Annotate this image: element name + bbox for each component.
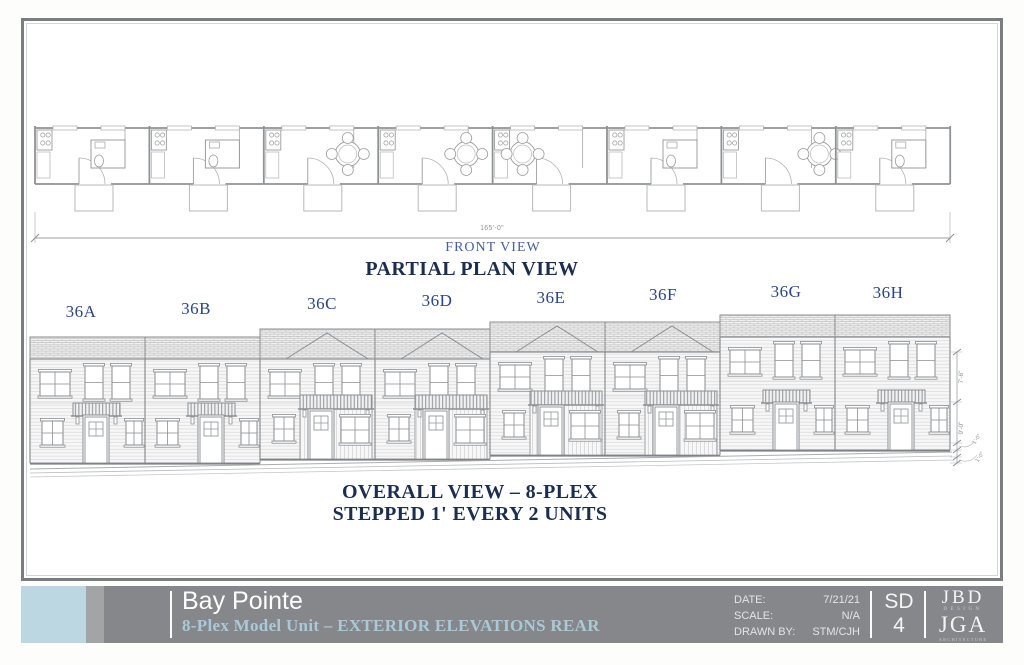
title-block-accent-square	[21, 586, 86, 643]
unit-label-36C: 36C	[307, 294, 337, 313]
logo-design: DESIGN	[943, 607, 983, 612]
unit-label-36B: 36B	[181, 299, 211, 318]
svg-text:9'-0": 9'-0"	[958, 421, 965, 435]
title-block-bar	[104, 586, 1003, 643]
plan-overall-dimension: 165'-0"	[480, 225, 504, 232]
field-drawn-by-label: DRAWN BY:	[734, 626, 796, 638]
unit-label-36H: 36H	[872, 283, 904, 302]
overall-view-subtitle: STEPPED 1' EVERY 2 UNITS	[332, 503, 608, 525]
field-scale-label: SCALE:	[734, 610, 774, 622]
title-block	[21, 586, 1003, 643]
title-block-gray-strip	[86, 586, 104, 643]
sheet-number: 4	[893, 614, 905, 637]
unit-label-36E: 36E	[536, 288, 566, 307]
project-name: Bay Pointe	[182, 587, 303, 615]
sheet-number-block	[876, 586, 922, 643]
unit-label-36A: 36A	[65, 302, 97, 321]
logo-jga: JGA	[938, 612, 988, 637]
field-scale	[734, 608, 860, 624]
svg-text:1'-0": 1'-0"	[971, 433, 983, 446]
title-block-fields	[734, 592, 860, 640]
title-block-divider	[870, 591, 872, 638]
svg-text:7'-6": 7'-6"	[958, 370, 965, 384]
field-drawn-by	[734, 624, 860, 640]
logo-jbd: JBD	[941, 587, 985, 608]
svg-text:1'-0": 1'-0"	[974, 451, 986, 464]
field-date	[734, 592, 860, 608]
field-scale-value: N/A	[841, 610, 860, 622]
front-view-caption: FRONT VIEW	[445, 240, 541, 255]
partial-plan-view-title: PARTIAL PLAN VIEW	[365, 258, 579, 280]
sheet-code: SD	[884, 590, 914, 613]
title-block-divider	[924, 591, 926, 638]
unit-label-36F: 36F	[649, 285, 677, 304]
unit-label-36D: 36D	[421, 291, 453, 310]
overall-view-title: OVERALL VIEW – 8-PLEX	[341, 481, 599, 503]
firm-logo	[930, 586, 996, 643]
logo-architecture: ARCHITECTURE	[938, 637, 988, 642]
field-date-value: 7/21/21	[823, 594, 860, 606]
title-block-divider	[170, 591, 172, 638]
field-drawn-by-value: STM/CJH	[812, 626, 860, 638]
unit-label-36G: 36G	[770, 282, 802, 301]
field-date-label: DATE:	[734, 594, 766, 606]
sheet-title: 8-Plex Model Unit – EXTERIOR ELEVATIONS REAR	[182, 616, 600, 635]
